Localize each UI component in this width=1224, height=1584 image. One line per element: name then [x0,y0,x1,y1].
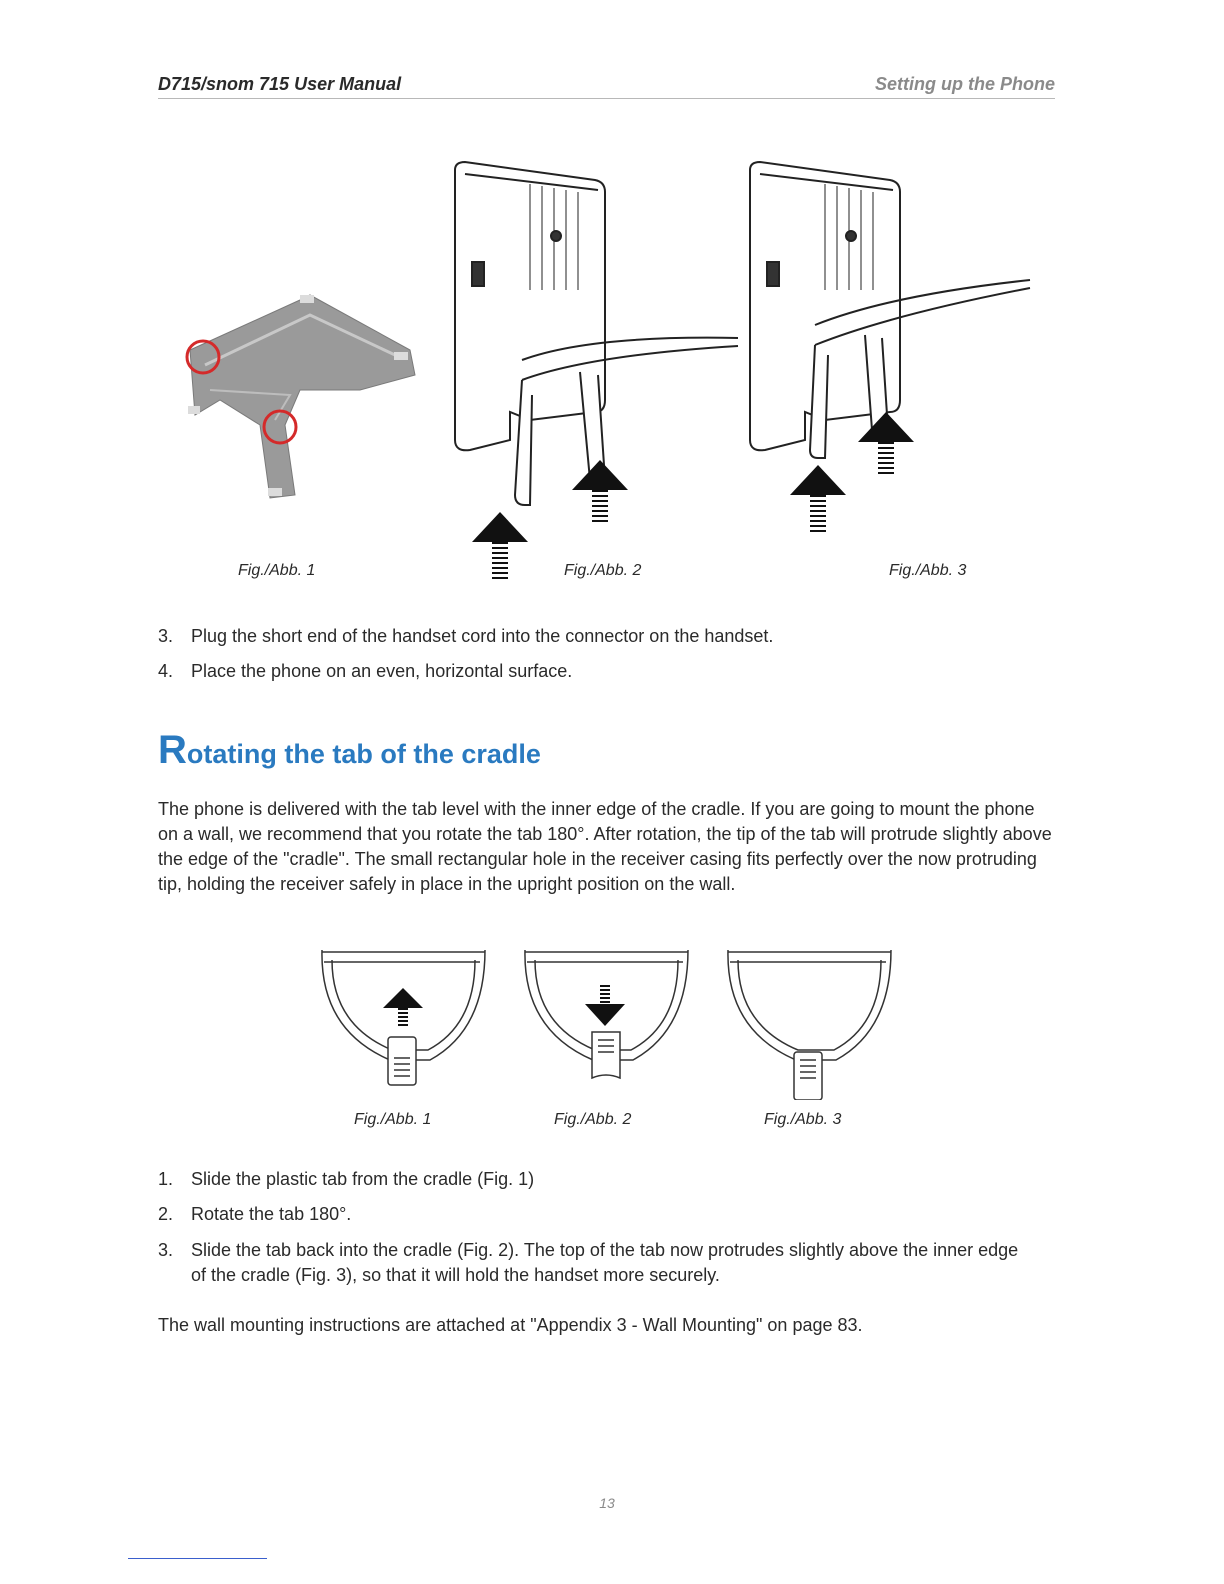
top-fig-caption-3: Fig./Abb. 3 [889,562,967,579]
cradle-tab-arrows [383,985,625,1026]
cradle-stand-illustration [187,295,415,498]
closing-note: The wall mounting instructions are attached at "Appendix 3 - Wall Mounting" on page 83. [158,1315,863,1335]
step-item [158,1202,1051,1227]
step-text: Plug the short end of the handset cord into the connector on the handset. [191,626,774,646]
cradle-tab-figures [310,940,910,1100]
bottom-fig-caption-1: Fig./Abb. 1 [354,1111,432,1128]
top-fig-caption-2: Fig./Abb. 2 [564,562,642,579]
bottom-fig-caption-3: Fig./Abb. 3 [764,1111,842,1128]
step-number: 3. [158,1240,174,1260]
manual-title: D715/snom 715 User Manual [158,74,402,94]
cradle-tab-fig3 [728,950,891,1100]
step-item [158,659,1051,684]
phone-back-fig3 [750,162,1030,458]
page-header [158,74,1055,99]
step-text: Slide the plastic tab from the cradle (Fig. 1) [191,1169,535,1189]
step-item [158,1167,1051,1192]
section-intro: The phone is delivered with the tab level with the inner edge of the cradle. If you are going to mount the phone on a wall, we recommend that you rotate the tab 180°. After rotation, the tip of the tab will protrude slightly above the edge of the "cradle". The small rectangular hole in the receiver casing fits perfectly over the now protruding tip, holding the receiver safely in place in the upright position on the wall. [158,799,1052,894]
step-number: 4. [158,661,174,681]
step-number: 3. [158,626,174,646]
step-item [158,624,1051,649]
footer-link-line [128,1558,267,1559]
top-figures [150,150,1050,590]
arrows-fig3 [790,412,914,532]
page-number: 13 [599,1495,615,1511]
section-heading-rest: otating the tab of the cradle [186,739,541,769]
step-text: Place the phone on an even, horizontal surface. [191,661,573,681]
bottom-fig-caption-2: Fig./Abb. 2 [554,1111,632,1128]
top-fig-caption-1: Fig./Abb. 1 [238,562,316,579]
step-item [158,1238,1021,1288]
step-text: Rotate the tab 180°. [191,1204,352,1224]
step-text: Slide the tab back into the cradle (Fig. 2). The top of the tab now protrudes slightly above the inner edge of the cradle (Fig. 3), so that it will hold the handset more securely. [191,1240,1019,1285]
chapter-title: Setting up the Phone [875,74,1055,94]
section-heading-initial: R [158,728,187,772]
section-heading [158,728,541,773]
phone-back-fig2 [455,162,738,505]
step-number: 2. [158,1204,174,1224]
step-number: 1. [158,1169,174,1189]
